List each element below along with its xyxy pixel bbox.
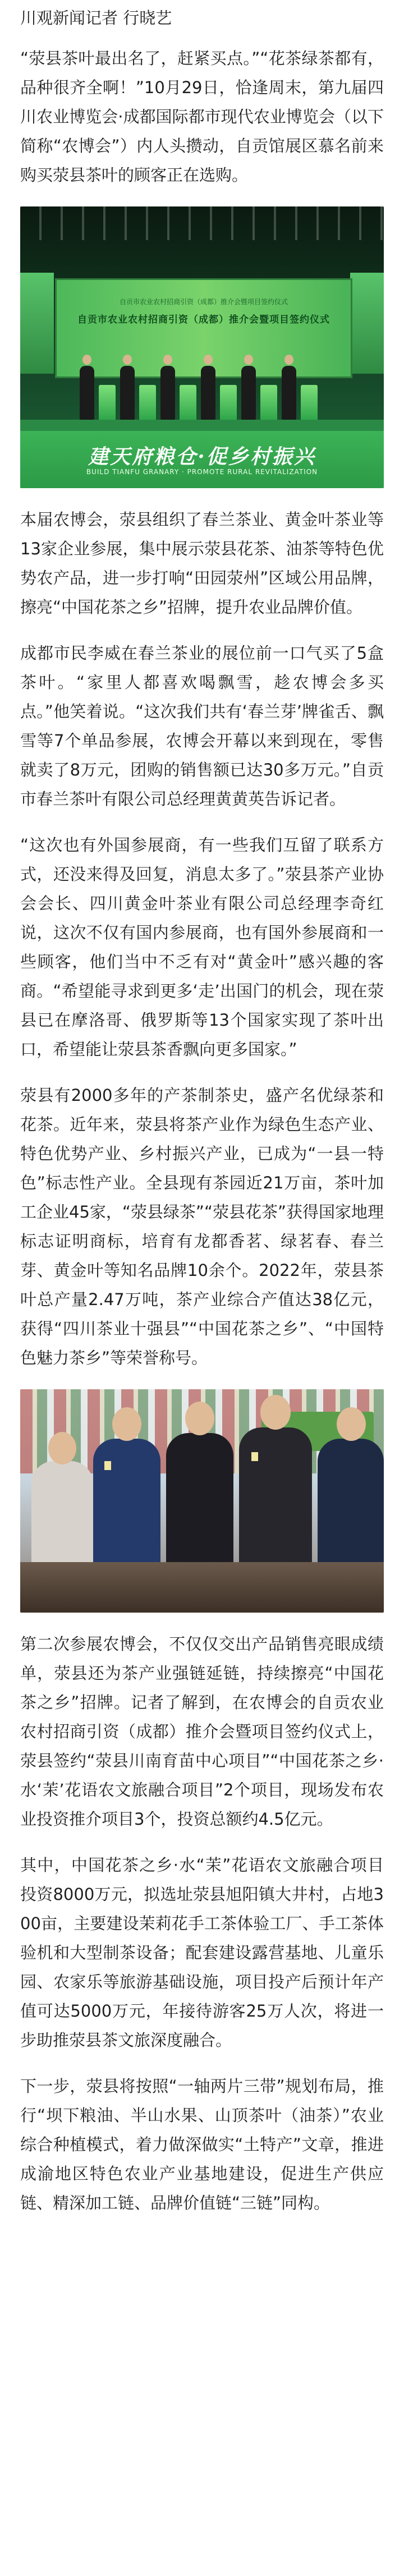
stage-banner <box>20 431 384 488</box>
side-screen-right <box>350 273 384 374</box>
side-screen-left <box>20 273 54 374</box>
stage-lights <box>20 206 384 240</box>
paragraph-5: 荥县有2000多年的产茶制茶史，盛产名优绿茶和花茶。近年来，荥县将茶产业作为绿色生态产业、特色优势产业、乡村振兴产业，已成为“一县一特色”标志性产业。全县现有茶园近21万亩，茶叶加工企业45家，“荥县绿茶”“荥县花茶”获得国家地理标志证明商标，培育有龙都香茗、绿茗春、春兰芽、黄金叶等知名品牌10余个。2022年，荥县茶叶总产量2.47万吨，茶产业综合产值达38亿元，获得“四川茶业十强县”“中国花茶之乡”、“中国特色魅力茶乡”等荣誉称号。 <box>20 1086 384 1367</box>
official-figure <box>93 1439 160 1579</box>
display-counter <box>20 1562 384 1613</box>
paragraph-6: 第二次参展农博会，不仅仅交出产品销售亮眼成绩单，荥县还为茶产业强链延链，持续擦亮“中国花茶之乡”招牌。记者了解到，在农博会的自贡农业农村招商引资（成都）推介会暨项目签约仪式上，荥县签约“荥县川南育苗中心项目”“中国花茶之乡·水‘茉’花语农文旅融合项目”2个项目，现场发布农业投资推介项目3个，投资总额约4.5亿元。 <box>20 1634 384 1829</box>
stage-screen-title: 自贡市农业农村招商引资（成都）推介会暨项目签约仪式 <box>77 314 330 325</box>
ceremony-photo <box>20 206 384 488</box>
paragraph-2: 本届农博会，荥县组织了春兰茶业、黄金叶茶业等13家企业参展，集中展示荥县花茶、油茶等特色优势农产品，进一步打响“田园荥州”区域公用品牌，擦亮“中国花茶之乡”招牌，提升农业品牌价值。 <box>20 510 384 617</box>
official-figure <box>318 1439 384 1579</box>
paragraph-3: 成都市民李威在春兰茶业的展位前一口气买了5盒茶叶。“家里人都喜欢喝飘雪，趁农博会多买点。”他笑着说。“这次我们共有‘春兰芽’牌雀舌、飘雪等7个单品参展，农博会开幕以来到现在，零售就卖了8万元，团购的销售额已达30多万元。”自贡市春兰茶叶有限公司总经理黄黄英告诉记者。 <box>20 644 384 809</box>
person <box>120 366 135 420</box>
podium <box>260 385 277 420</box>
podium <box>139 385 156 420</box>
signing-people <box>76 347 329 420</box>
stage-edge <box>20 420 384 431</box>
person <box>201 366 215 420</box>
official-figure <box>166 1433 233 1579</box>
podium <box>220 385 237 420</box>
banner-slogan: 建天府粮仓·促乡村振兴 <box>88 445 316 469</box>
person <box>282 366 296 420</box>
podium <box>180 385 196 420</box>
person <box>241 366 256 420</box>
paragraph-8: 下一步，荥县将按照“一轴两片三带”规划布局，推行“坝下粮油、半山水果、山顶茶叶（油茶）”农业综合种植模式，着力做深做实“土特产”文章，推进成渝地区特色农业产业基地建设，促进生产供应链、精深加工链、品牌价值链“三链”同构。 <box>20 2077 384 2212</box>
podium <box>301 385 318 420</box>
tea-booth-photo <box>20 1389 384 1613</box>
person <box>80 366 94 420</box>
podium <box>99 385 116 420</box>
visitor-figure <box>31 1461 93 1579</box>
paragraph-4: “这次也有外国参展商，有一些我们互留了联系方式，还没来得及回复，消息太多了。”荥县茶产业协会会长、四川黄金叶茶业有限公司总经理李奇红说，这次不仅有国内参展商，也有国外参展商和一些顾客，他们当中不乏有对“黄金叶”感兴趣的客商。“希望能寻求到更多‘走’出国门的机会，现在荥县已在摩洛哥、俄罗斯等13个国家实现了茶叶出口，希望能让荥县茶香飘向更多国家。” <box>20 835 384 1059</box>
stage-screen-subtitle: 自贡市农业农村招商引资（成都）推介会暨项目签约仪式 <box>119 298 288 306</box>
paragraph-1: “荥县茶叶最出名了，赶紧买点。”“花茶绿茶都有，品种很齐全啊！”10月29日，恰逢周末，第九届四川农业博览会·成都国际都市现代农业博览会（以下简称“农博会”）内人头攒动，自贡馆展区慕名前来购买荥县茶叶的顾客正在选购。 <box>20 49 384 185</box>
official-figure <box>239 1427 312 1579</box>
person <box>160 366 175 420</box>
banner-slogan-english: BUILD TIANFU GRANARY · PROMOTE RURAL REVITALIZATION <box>86 468 318 476</box>
byline: 川观新闻记者 行晓艺 <box>20 8 172 27</box>
paragraph-7: 其中，中国花茶之乡·水“茉”花语农文旅融合项目投资8000万元，拟选址荥县旭阳镇大井村，占地300亩，主要建设茉莉花手工茶体验工厂、手工茶体验机和大型制茶设备；配套建设露营基地、儿童乐园、农家乐等旅游基础设施，项目投产后预计年产值可达5000万元，年接待游客25万人次，将进一步助推荥县茶文旅深度融合。 <box>20 1856 384 2050</box>
